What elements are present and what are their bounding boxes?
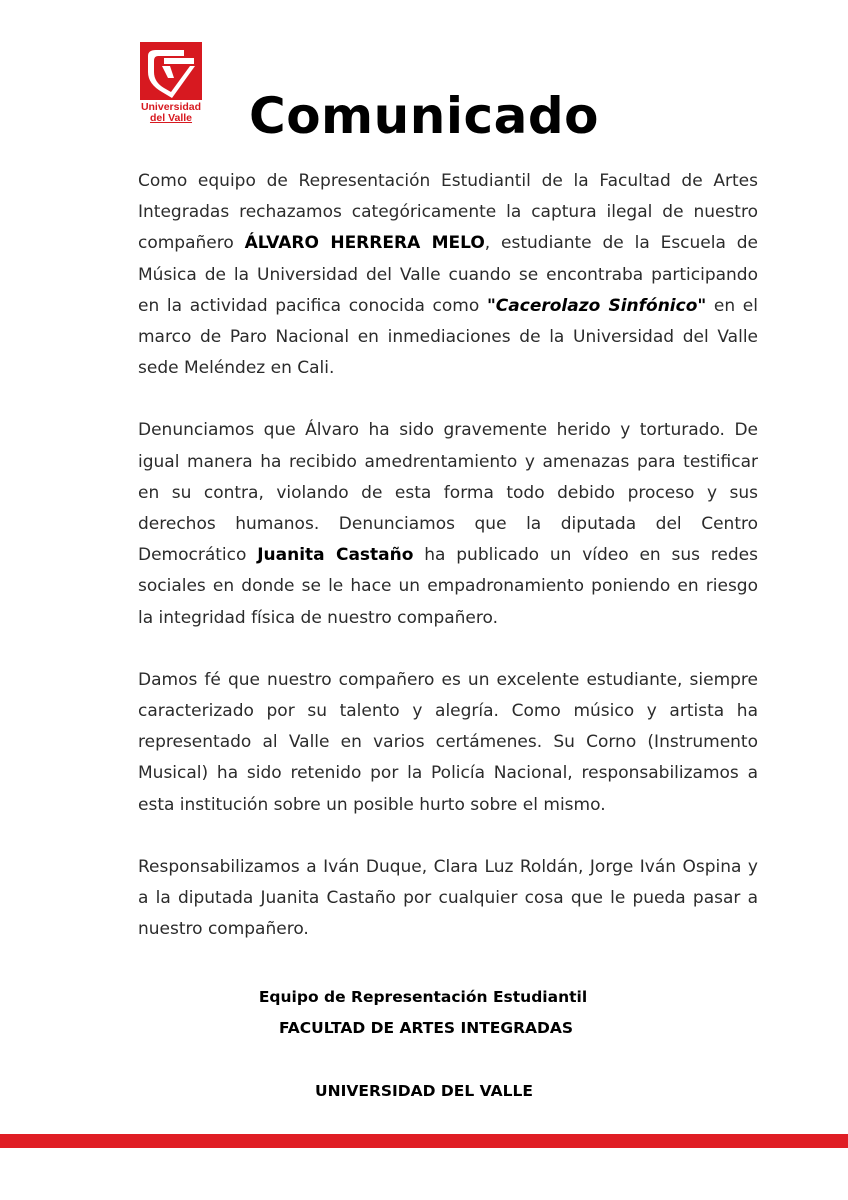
- paragraph-1-text-b: , estudiante de la Escuela de Música de la Universidad del Valle cuando se encontraba participando en la actividad pacifica conocida como: [138, 233, 759, 316]
- paragraph-1: [138, 166, 758, 384]
- statement-body: [138, 166, 758, 976]
- paragraph-2: [138, 415, 758, 633]
- page-title: Comunicado: [249, 87, 599, 145]
- paragraph-2-text-a: Denunciamos que Álvaro ha sido gravemente herido y torturado. De igual manera ha recibido amedrentamiento y amenazas para testificar en su contra, violando de esta forma todo debido proceso y sus derechos humanos. Denunciamos que la diputada del Centro Democrático: [138, 420, 758, 566]
- paragraph-1-text-c: en el marco de Paro Nacional en inmediaciones de la Universidad del Valle sede Meléndez en Cali.: [138, 295, 758, 379]
- student-name: ÁLVARO HERRERA MELO: [244, 233, 485, 254]
- paragraph-1-text-a: Como equipo de Representación Estudiantil de la Facultad de Artes Integradas rechazamos categóricamente la captura ilegal de nuestro compañero: [138, 171, 758, 254]
- signature-faculty: FACULTAD DE ARTES INTEGRADAS: [278, 1019, 574, 1037]
- paragraph-3: Damos fé que nuestro compañero es un excelente estudiante, siempre caracterizado por su talento y alegría. Como músico y artista ha representado al Valle en varios certámenes. Su Corno (Instrumento Musical) ha sido retenido por la Policía Nacional, responsabilizamos a esta institución sobre un posible hurto sobre el mismo.: [138, 669, 758, 815]
- signature-team: Equipo de Representación Estudiantil: [258, 988, 588, 1006]
- event-name: "Cacerolazo Sinfónico": [486, 295, 707, 316]
- logo-line-1: Universidad: [140, 101, 202, 113]
- logo-line-2: del Valle: [149, 112, 193, 124]
- signature-university: UNIVERSIDAD DEL VALLE: [315, 1082, 533, 1100]
- paragraph-2-text-b: ha publicado un vídeo en sus redes sociales en donde se le hace un empadronamiento poniendo en riesgo la integridad física de nuestro compañero.: [138, 545, 758, 628]
- paragraph-4: Responsabilizamos a Iván Duque, Clara Luz Roldán, Jorge Iván Ospina y a la diputada Juanita Castaño por cualquier cosa que le pueda pasar a nuestro compañero.: [138, 856, 758, 940]
- footer-red-bar: [0, 1134, 848, 1148]
- deputy-name: Juanita Castaño: [257, 545, 414, 566]
